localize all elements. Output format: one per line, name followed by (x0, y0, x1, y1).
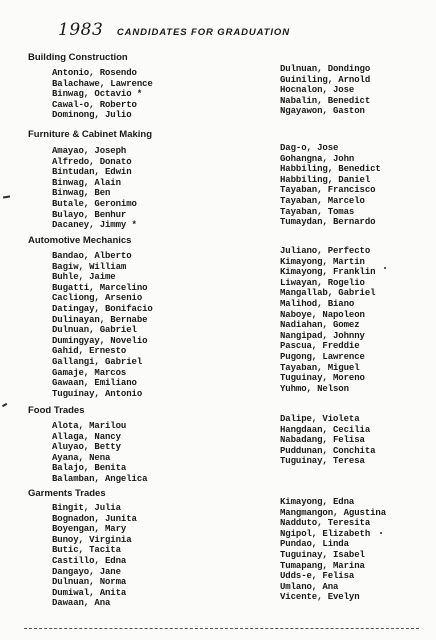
list-item: Cawal-o, Roberto (52, 99, 137, 110)
list-item: Bagiw, William (52, 261, 127, 272)
list-item: Binwag, Ben (52, 188, 111, 199)
list-item: Aluyao, Betty (52, 442, 121, 453)
list-item: Bugatti, Marcelino (52, 282, 148, 293)
scan-mark (2, 403, 7, 407)
page-bottom-rule (24, 628, 419, 629)
list-item: Yuhmo, Nelson (280, 383, 349, 394)
list-item: Kimayong, Martin (280, 256, 365, 267)
list-item: Habbiling, Daniel (280, 174, 371, 185)
list-item: Gallangi, Gabriel (52, 356, 143, 367)
automotive-left-list (52, 251, 153, 399)
scan-mark (380, 532, 382, 534)
section-heading-building-construction: Building Construction (28, 52, 128, 63)
section-heading-garments-trades: Garments Trades (28, 488, 106, 499)
list-item: Mangallab, Gabriel (280, 288, 376, 299)
list-item: Datingay, Bonifacio (52, 303, 153, 314)
list-item: Malihod, Biano (280, 298, 355, 309)
list-item: Butic, Tacita (52, 545, 121, 556)
list-item: Tuguinay, Moreno (280, 373, 365, 384)
list-item: Tuguinay, Antonio (52, 388, 143, 399)
list-item: Balamban, Angelica (52, 473, 148, 484)
list-item: Tuguinay, Isabel (280, 549, 365, 560)
list-item: Dumiwal, Anita (52, 587, 127, 598)
document-title: CANDIDATES FOR GRADUATION (116, 27, 290, 38)
list-item: Hangdaan, Cecilia (280, 424, 371, 435)
list-item: Nadduto, Teresita (280, 518, 371, 529)
list-item: Dumingyay, Novelio (52, 335, 148, 346)
list-item: Kimayong, Franklin (280, 267, 376, 278)
list-item: Dangayo, Jane (52, 566, 121, 577)
list-item: Balachawe, Lawrence (52, 78, 153, 89)
list-item: Naboye, Napoleon (280, 309, 365, 320)
scan-mark (3, 196, 10, 198)
list-item: Dulnuan, Dondingo (280, 64, 371, 74)
list-item: Bulayo, Benhur (52, 209, 127, 220)
list-item: Tumaydan, Bernardo (280, 217, 376, 228)
list-item: Tuguinay, Teresa (280, 456, 365, 467)
list-item: Binwag, Alain (52, 177, 121, 188)
list-item: Gawaan, Emiliano (52, 378, 137, 389)
section-heading-food-trades: Food Trades (28, 405, 85, 416)
list-item: Dacaney, Jimmy * (52, 220, 137, 231)
list-item: Dulnuan, Gabriel (52, 325, 137, 336)
section-heading-furniture-cabinet-making: Furniture & Cabinet Making (28, 129, 153, 140)
garments-left-list (52, 503, 137, 609)
building-construction-left-list (52, 68, 153, 121)
list-item: Dawaan, Ana (52, 598, 111, 609)
list-item: Dulnuan, Norma (52, 577, 127, 588)
list-item: Umlano, Ana (280, 581, 339, 592)
list-item: Ngayawon, Gaston (280, 106, 365, 117)
list-item: Pascua, Freddie (280, 341, 360, 352)
list-item: Hocnalon, Jose (280, 85, 355, 96)
list-item: Dominong, Julio (52, 110, 132, 121)
food-trades-left-list (52, 421, 147, 485)
list-item: Bandao, Alberto (52, 251, 132, 261)
list-item: Puddunan, Conchita (280, 445, 376, 456)
list-item: Bunoy, Virginia (52, 534, 132, 545)
garments-right-list (280, 497, 386, 603)
list-item: Alfredo, Donato (52, 156, 132, 167)
list-item: Balajo, Benita (52, 463, 127, 474)
list-item: Dag-o, Jose (280, 143, 339, 153)
list-item: Nabalin, Benedict (280, 95, 371, 106)
food-trades-right-list (280, 414, 375, 467)
list-item: Guiniling, Arnold (280, 74, 371, 85)
list-item: Pugong, Lawrence (280, 351, 365, 362)
list-item: Bognadon, Junita (52, 513, 137, 524)
scan-mark (384, 267, 386, 269)
list-item: Amayao, Joseph (52, 146, 127, 156)
list-item: Binwag, Octavio * (52, 89, 143, 100)
list-item: Nangipad, Johnny (280, 330, 365, 341)
list-item: Castillo, Edna (52, 555, 127, 566)
list-item: Habbiling, Benedict (280, 164, 381, 175)
list-item: Antonio, Rosendo (52, 68, 137, 78)
automotive-right-list (280, 246, 375, 394)
list-item: Gamaje, Marcos (52, 367, 127, 378)
furniture-left-list (52, 146, 137, 231)
list-item: Gohangna, John (280, 153, 355, 164)
list-item: Gahid, Ernesto (52, 346, 127, 357)
list-item: Butale, Geronimo (52, 198, 137, 209)
list-item: Nabadang, Felisa (280, 435, 365, 446)
list-item: Mangmangon, Agustina (280, 507, 387, 518)
list-item: Dalipe, Violeta (280, 414, 360, 424)
building-construction-right-list (280, 64, 370, 117)
list-item: Kimayong, Edna (280, 497, 355, 507)
list-item: Nadiahan, Gomez (280, 320, 360, 331)
list-item: Tumapang, Marina (280, 560, 365, 571)
list-item: Tayaban, Francisco (280, 185, 376, 196)
list-item: Tayaban, Marcelo (280, 195, 365, 206)
list-item: Ngipol, Elizabeth (280, 528, 371, 539)
list-item: Buhle, Jaime (52, 272, 116, 283)
list-item: Ayana, Nena (52, 452, 111, 463)
list-item: Bingit, Julia (52, 503, 121, 513)
furniture-right-list (280, 143, 381, 228)
list-item: Juliano, Perfecto (280, 246, 371, 256)
list-item: Dulinayan, Bernabe (52, 314, 148, 325)
section-heading-automotive-mechanics: Automotive Mechanics (28, 235, 132, 246)
list-item: Pundao, Linda (280, 539, 349, 550)
list-item: Tayaban, Miguel (280, 362, 360, 373)
list-item: Tayaban, Tomas (280, 206, 355, 217)
list-item: Udds-e, Felisa (280, 571, 355, 582)
list-item: Bintudan, Edwin (52, 167, 132, 178)
graduation-year: 1983 (58, 20, 104, 40)
list-item: Allaga, Nancy (52, 431, 121, 442)
list-item: Alota, Marilou (52, 421, 127, 431)
list-item: Boyengan, Mary (52, 524, 127, 535)
list-item: Liwayan, Rogelio (280, 277, 365, 288)
list-item: Cacliong, Arsenio (52, 293, 143, 304)
document-header (58, 20, 290, 42)
list-item: Vicente, Evelyn (280, 592, 360, 603)
